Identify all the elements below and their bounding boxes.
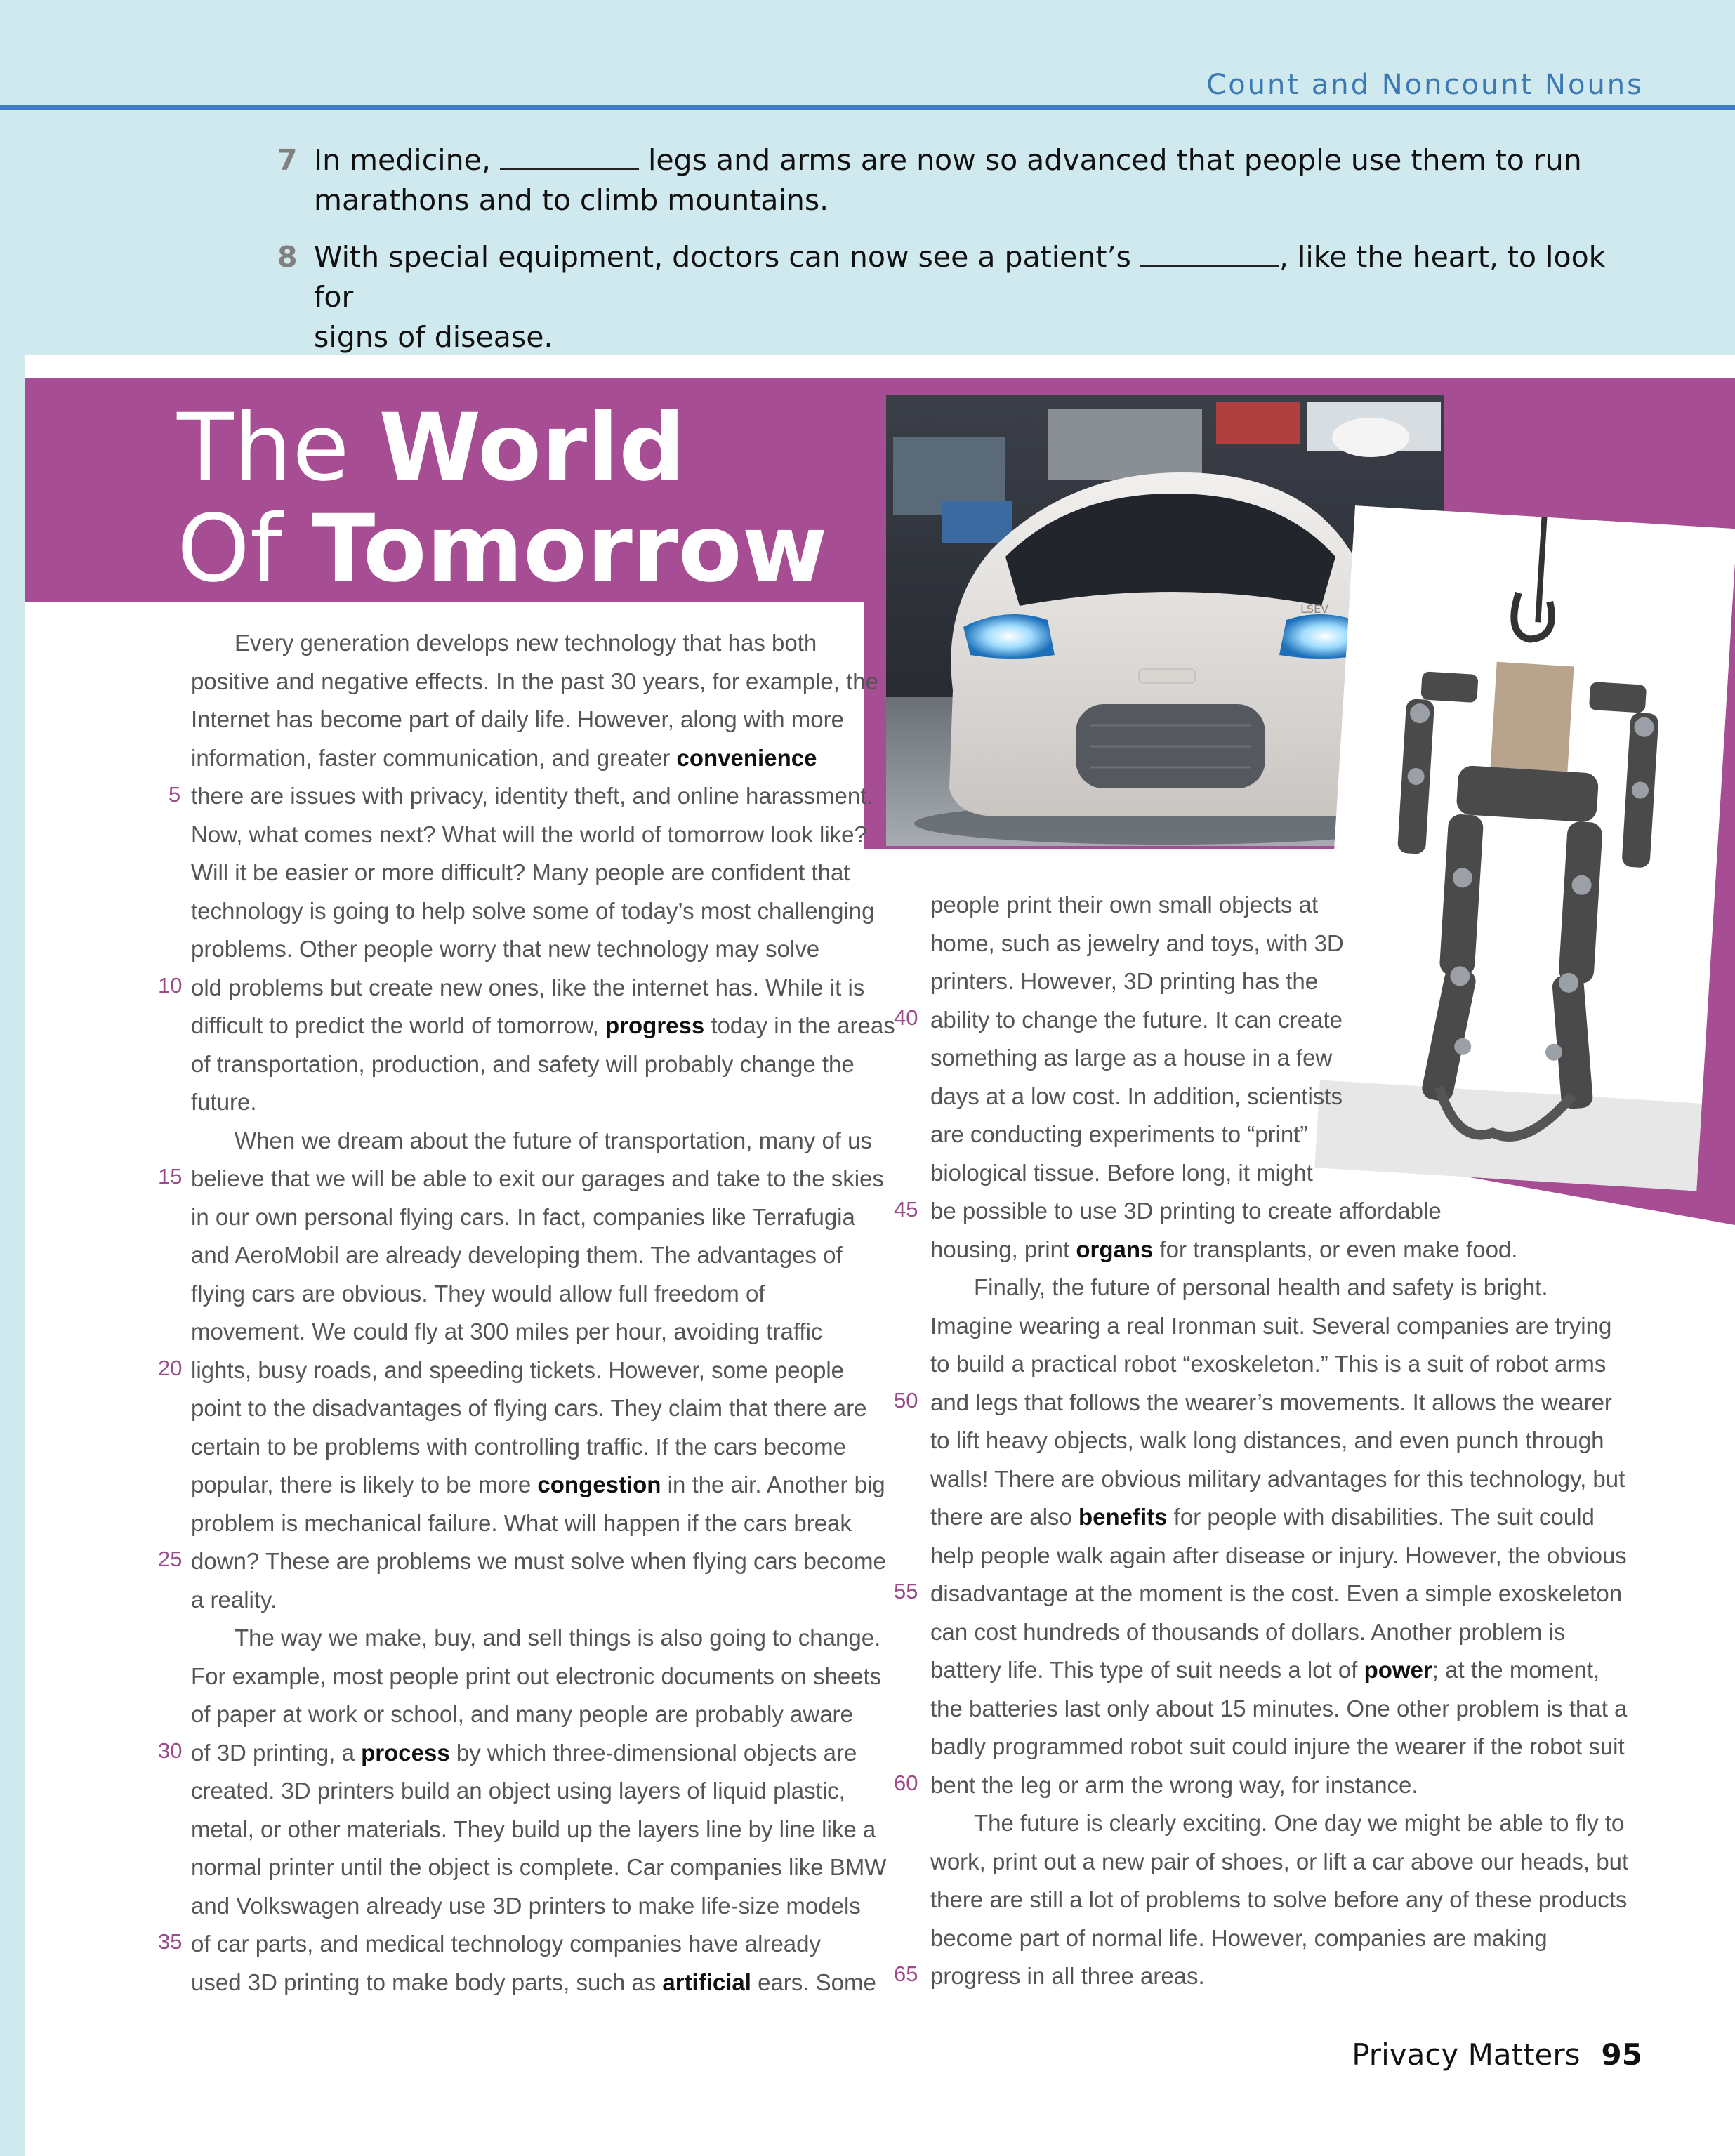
line-text: can cost hundreds of thousands of dollars. Another problem is bbox=[930, 1618, 1566, 1645]
line-text: positive and negative effects. In the past 30 years, for example, the bbox=[191, 668, 878, 694]
line-text: walls! There are obvious military advantages for this technology, but bbox=[930, 1465, 1625, 1492]
article-line bbox=[930, 925, 1604, 963]
article-line bbox=[191, 1275, 865, 1314]
article-line bbox=[191, 930, 865, 969]
vocab-word: convenience bbox=[676, 744, 817, 771]
line-text: people print their own small objects at bbox=[930, 892, 1319, 918]
line-number: 20 bbox=[158, 1356, 183, 1380]
article-line bbox=[191, 1658, 882, 1696]
line-text: When we dream about the future of transportation, many of us bbox=[235, 1127, 872, 1153]
line-text: Internet has become part of daily life. However, along with more bbox=[191, 706, 844, 732]
title-bold: World bbox=[378, 394, 685, 502]
line-text: Now, what comes next? What will the world of tomorrow look like? bbox=[191, 821, 867, 847]
line-number: 40 bbox=[894, 1005, 918, 1030]
line-text: and legs that follows the wearer’s movements. It allows the wearer bbox=[930, 1389, 1612, 1415]
article-left-column bbox=[191, 624, 895, 2002]
car-badge: LSEV bbox=[1300, 602, 1329, 616]
article-line bbox=[191, 1811, 876, 1849]
page-number: 95 bbox=[1601, 2037, 1642, 2072]
article-line bbox=[930, 1345, 1607, 1384]
line-text: ability to change the future. It can create bbox=[930, 1006, 1343, 1033]
article-line bbox=[191, 1466, 885, 1504]
vocab-word: process bbox=[361, 1739, 450, 1766]
line-number: 25 bbox=[158, 1547, 183, 1571]
line-number: 65 bbox=[894, 1962, 918, 1986]
exercise-item bbox=[277, 140, 1611, 220]
article-line bbox=[930, 1804, 1625, 1843]
line-text: of paper at work or school, and many people are probably aware bbox=[191, 1701, 853, 1727]
answer-blank[interactable] bbox=[500, 149, 639, 170]
line-text: of transportation, production, and safety will probably change the bbox=[191, 1050, 855, 1077]
line-text: become part of normal life. However, companies are making bbox=[930, 1924, 1548, 1951]
line-text: days at a low cost. In addition, scientists bbox=[930, 1083, 1343, 1109]
article-line bbox=[191, 1581, 865, 1620]
article-line bbox=[191, 1389, 865, 1428]
line-text: Every generation develops new technology that has both bbox=[235, 630, 817, 656]
article-line bbox=[930, 1881, 1628, 1919]
line-text: there are issues with privacy, identity theft, and online harassment. bbox=[191, 783, 873, 809]
line-text: lights, busy roads, and speeding tickets. However, some people bbox=[191, 1356, 845, 1383]
article-line bbox=[930, 1422, 1604, 1460]
line-text: something as large as a house in a few bbox=[930, 1045, 1333, 1071]
line-text: movement. We could fly at 300 miles per hour, avoiding traffic bbox=[191, 1318, 823, 1344]
article-line bbox=[191, 1849, 887, 1887]
line-text: down? These are problems we must solve when flying cars become bbox=[191, 1548, 886, 1574]
article-line bbox=[930, 1728, 1625, 1766]
article-line bbox=[191, 1695, 865, 1734]
line-text: point to the disadvantages of flying cars. They claim that there are bbox=[191, 1395, 867, 1421]
article-line bbox=[930, 1537, 1627, 1575]
line-number: 60 bbox=[894, 1771, 918, 1795]
article-line bbox=[930, 1039, 1604, 1078]
line-text: be possible to use 3D printing to create affordable bbox=[930, 1198, 1442, 1224]
line-text: help people walk again after disease or injury. However, the obvious bbox=[930, 1542, 1627, 1568]
exercise-text-part: legs and arms are now so advanced that people use them to run bbox=[638, 143, 1582, 177]
title-bold: Tomorrow bbox=[312, 495, 828, 603]
article-title-line1 bbox=[177, 394, 685, 502]
article-line bbox=[191, 1198, 865, 1237]
line-number: 35 bbox=[158, 1929, 183, 1954]
article-line bbox=[191, 1734, 865, 1773]
article-line bbox=[191, 1351, 865, 1390]
line-text: bent the leg or arm the wrong way, for instance. bbox=[930, 1771, 1418, 1798]
article-line bbox=[191, 1542, 886, 1581]
exercise-text-part: marathons and to climb mountains. bbox=[314, 183, 829, 217]
exercise-number: 8 bbox=[277, 240, 298, 274]
vocab-word: progress bbox=[605, 1012, 705, 1038]
article-line bbox=[930, 1651, 1604, 1690]
line-text: Imagine wearing a real Ironman suit. Several companies are trying bbox=[930, 1312, 1612, 1339]
line-text: in our own personal flying cars. In fact, companies like Terrafugia bbox=[191, 1203, 855, 1230]
article-title-line2 bbox=[177, 495, 828, 603]
article-line bbox=[191, 1428, 865, 1467]
article-line bbox=[191, 663, 878, 701]
article-line bbox=[930, 1957, 1604, 1996]
line-text: in the air. Another big bbox=[661, 1471, 885, 1497]
line-text: ears. Some bbox=[751, 1969, 876, 1995]
line-text: difficult to predict the world of tomorrow, bbox=[191, 1012, 605, 1038]
line-text: old problems but create new ones, like the internet has. While it is bbox=[191, 974, 865, 1000]
article-line bbox=[930, 1613, 1604, 1652]
article-line bbox=[930, 1766, 1604, 1805]
article-line bbox=[191, 1772, 865, 1811]
line-text: The way we make, buy, and sell things is also going to change. bbox=[235, 1625, 881, 1651]
article-line bbox=[930, 1269, 1604, 1307]
line-text: problem is mechanical failure. What will happen if the cars break bbox=[191, 1509, 852, 1536]
line-number: 55 bbox=[894, 1579, 918, 1603]
article-line bbox=[930, 1001, 1604, 1040]
line-text: disadvantage at the moment is the cost. Even a simple exoskeleton bbox=[930, 1580, 1623, 1606]
article-line bbox=[930, 1498, 1604, 1537]
line-number: 10 bbox=[158, 973, 183, 998]
article-line bbox=[191, 1045, 865, 1084]
line-text: popular, there is likely to be more bbox=[191, 1471, 538, 1497]
line-text: information, faster communication, and greater bbox=[191, 744, 677, 771]
article-line bbox=[191, 1007, 895, 1045]
line-text: there are still a lot of problems to solve before any of these products bbox=[930, 1886, 1628, 1912]
header-rule bbox=[0, 105, 1735, 110]
line-text: to build a practical robot “exoskeleton.” This is a suit of robot arms bbox=[930, 1351, 1607, 1377]
article-line bbox=[930, 1231, 1604, 1269]
article-line bbox=[191, 1083, 865, 1122]
exercise-text-part: With special equipment, doctors can now see a patient’s bbox=[314, 240, 1140, 274]
line-text: housing, print bbox=[930, 1236, 1076, 1262]
line-text: biological tissue. Before long, it might bbox=[930, 1159, 1313, 1186]
line-text: believe that we will be able to exit our garages and take to the skies bbox=[191, 1165, 884, 1191]
line-text: to lift heavy objects, walk long distances, and even punch through bbox=[930, 1427, 1604, 1453]
article-line bbox=[191, 1160, 884, 1198]
article-line bbox=[191, 1504, 865, 1543]
line-number: 50 bbox=[894, 1388, 918, 1413]
section-label: Count and Noncount Nouns bbox=[1206, 69, 1644, 101]
line-text: battery life. This type of suit needs a lot of bbox=[930, 1657, 1364, 1683]
article-line bbox=[930, 963, 1604, 1001]
line-text: technology is going to help solve some of today’s most challenging bbox=[191, 897, 875, 924]
article-line bbox=[930, 1575, 1623, 1613]
line-text: printers. However, 3D printing has the bbox=[930, 968, 1319, 994]
vocab-word: benefits bbox=[1078, 1504, 1168, 1530]
line-text: by which three-dimensional objects are bbox=[449, 1739, 857, 1766]
line-text: flying cars are obvious. They would allow full freedom of bbox=[191, 1280, 765, 1307]
line-text: The future is clearly exciting. One day we might be able to fly to bbox=[974, 1810, 1625, 1836]
line-text: are conducting experiments to “print” bbox=[930, 1121, 1308, 1147]
title-light: The bbox=[177, 394, 379, 502]
article-line bbox=[930, 1919, 1604, 1958]
line-text: there are also bbox=[930, 1504, 1078, 1530]
article-line bbox=[191, 1887, 865, 1926]
line-number: 45 bbox=[894, 1197, 918, 1222]
article-line bbox=[191, 1236, 865, 1275]
line-text: used 3D printing to make body parts, such as bbox=[191, 1969, 663, 1995]
line-text: normal printer until the object is complete. Car companies like BMW bbox=[191, 1854, 887, 1880]
line-text: for people with disabilities. The suit could bbox=[1167, 1504, 1595, 1530]
line-text: and AeroMobil are already developing them. The advantages of bbox=[191, 1242, 843, 1268]
line-text: problems. Other people worry that new technology may solve bbox=[191, 936, 820, 962]
line-text: future. bbox=[191, 1089, 257, 1115]
line-text: of 3D printing, a bbox=[191, 1739, 362, 1766]
line-text: ; at the moment, bbox=[1432, 1657, 1600, 1683]
article-line bbox=[930, 1154, 1604, 1193]
line-text: For example, most people print out electronic documents on sheets bbox=[191, 1662, 882, 1689]
article-line bbox=[191, 701, 865, 739]
line-text: and Volkswagen already use 3D printers to make life-size models bbox=[191, 1892, 861, 1919]
article-line bbox=[930, 1192, 1604, 1231]
chapter-title: Privacy Matters bbox=[1352, 2037, 1581, 2072]
line-text: certain to be problems with controlling traffic. If the cars become bbox=[191, 1433, 846, 1460]
article-line bbox=[191, 854, 865, 892]
article-right-column bbox=[930, 886, 1629, 1996]
exercise-text-part: , like the heart, to look for bbox=[314, 240, 1606, 314]
exercise-number: 7 bbox=[277, 143, 298, 177]
exercise-text bbox=[314, 237, 1611, 357]
article-line bbox=[930, 886, 1604, 925]
line-text: for transplants, or even make food. bbox=[1153, 1236, 1518, 1262]
vocab-word: organs bbox=[1076, 1236, 1154, 1262]
line-text: Will it be easier or more difficult? Many people are confident that bbox=[191, 859, 850, 885]
line-number: 30 bbox=[158, 1738, 183, 1763]
article-line bbox=[930, 1384, 1612, 1422]
vocab-word: congestion bbox=[537, 1471, 661, 1497]
page-footer bbox=[1352, 2037, 1642, 2072]
line-text: of car parts, and medical technology companies have already bbox=[191, 1931, 822, 1957]
article-line bbox=[191, 739, 865, 778]
line-text: metal, or other materials. They build up the layers line by line like a bbox=[191, 1816, 876, 1842]
line-text: a reality. bbox=[191, 1586, 277, 1613]
answer-blank[interactable] bbox=[1140, 246, 1279, 267]
article-line bbox=[191, 1313, 865, 1351]
line-text: progress in all three areas. bbox=[930, 1963, 1205, 1989]
article-line bbox=[930, 1690, 1628, 1728]
line-text: badly programmed robot suit could injure the wearer if the robot suit bbox=[930, 1733, 1625, 1759]
line-number: 5 bbox=[169, 782, 181, 807]
article-line bbox=[191, 1964, 876, 2002]
exercise-text-part: In medicine, bbox=[314, 143, 500, 177]
exercise-text bbox=[314, 140, 1611, 220]
exercise-item bbox=[277, 237, 1611, 357]
article-line bbox=[191, 777, 873, 816]
article-line bbox=[191, 969, 865, 1007]
article-line bbox=[191, 624, 865, 663]
title-light: Of bbox=[177, 495, 312, 603]
line-text: home, such as jewelry and toys, with 3D bbox=[930, 930, 1344, 956]
line-text: Finally, the future of personal health and safety is bright. bbox=[974, 1274, 1548, 1300]
article-line bbox=[191, 892, 875, 931]
vocab-word: power bbox=[1364, 1657, 1432, 1683]
line-text: work, print out a new pair of shoes, or lift a car above our heads, but bbox=[930, 1848, 1629, 1874]
line-text: created. 3D printers build an object using layers of liquid plastic, bbox=[191, 1778, 845, 1804]
article-line bbox=[191, 1122, 872, 1160]
line-text: the batteries last only about 15 minutes. One other problem is that a bbox=[930, 1695, 1628, 1721]
article-line bbox=[930, 1116, 1604, 1154]
article-line bbox=[191, 1619, 881, 1658]
article-line bbox=[191, 816, 865, 854]
exercise-text-part: signs of disease. bbox=[314, 320, 553, 354]
article-line bbox=[930, 1843, 1629, 1881]
vocab-word: artificial bbox=[662, 1969, 751, 1995]
article-line bbox=[930, 1078, 1604, 1116]
line-text: today in the areas bbox=[704, 1012, 895, 1038]
line-number: 15 bbox=[158, 1164, 183, 1189]
article-line bbox=[191, 1925, 865, 1964]
article-line bbox=[930, 1460, 1625, 1499]
article-line bbox=[930, 1307, 1612, 1346]
